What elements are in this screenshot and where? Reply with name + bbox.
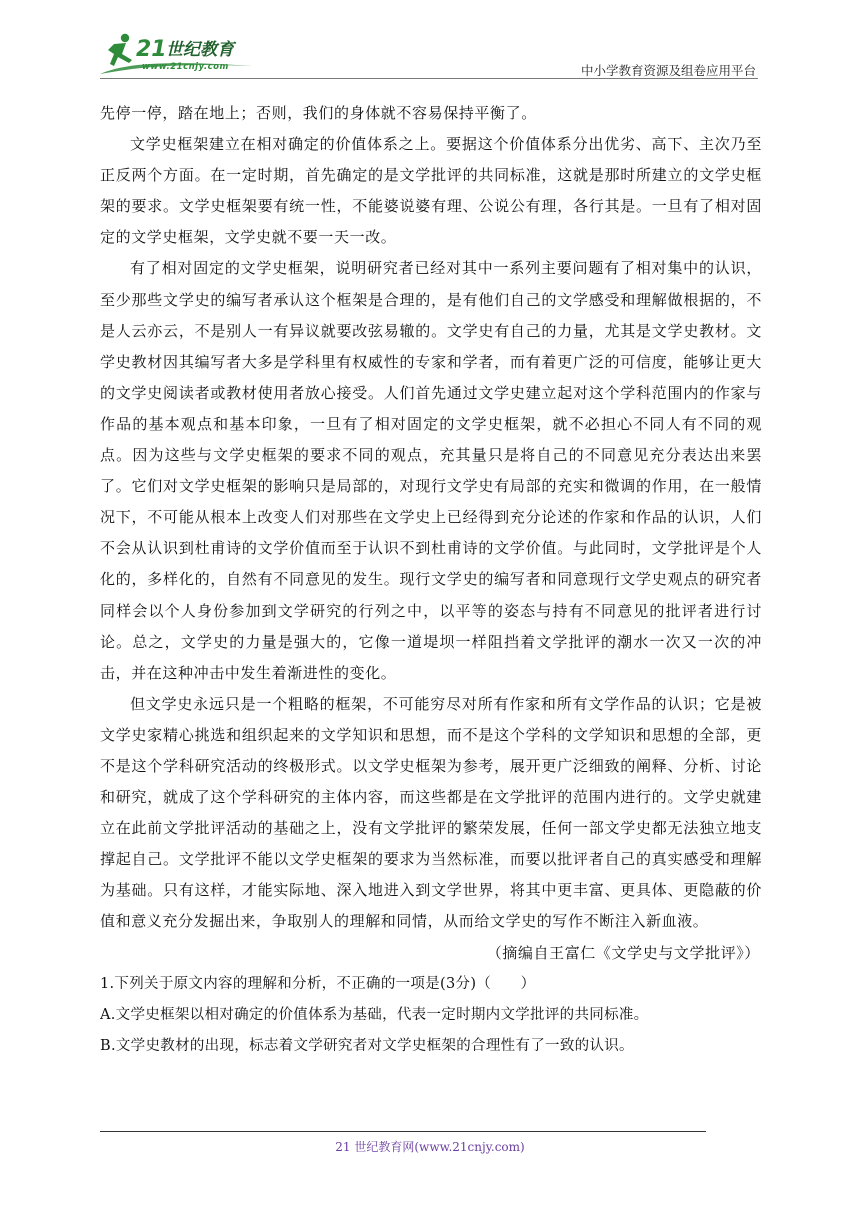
page-header: [0, 0, 860, 80]
svg-text:21: 21: [136, 37, 167, 62]
article-body: [100, 98, 762, 1062]
runner-logo-icon: [92, 30, 262, 78]
question-stem: 1.下列关于原文内容的理解和分析，不正确的一项是(3分)（ ）: [100, 975, 536, 992]
svg-text:世纪教育: 世纪教育: [166, 40, 234, 60]
header-divider: [100, 78, 758, 79]
article-paragraph: 有了相对固定的文学史框架，说明研究者已经对其中一系列主要问题有了相对集中的认识，至少那些文学史的编写者承认这个框架是合理的，是有他们自己的文学感受和理解做根据的，不是人云亦云，不是别人一有异议就要改弦易辙的。文学史有自己的力量，尤其是文学史教材。文学史教材因其编写者大多是学科里有权威性的专家和学者，而有着更广泛的可信度，能够让更大的文学史阅读者或教材使用者放心接受。人们首先通过文学史建立起对这个学科范围内的作家与作品的基本观点和基本印象，一旦有了相对固定的文学史框架，就不必担心不同人有不同的观点。因为这些与文学史框架的要求不同的观点，充其量只是将自己的不同意见充分表达出来罢了。它们对文学史框架的影响只是局部的，对现行文学史有局部的充实和微调的作用，在一般情况下，不可能从根本上改变人们对那些在文学史上已经得到充分论述的作家和作品的认识，人们不会从认识到杜甫诗的文学价值而至于认识不到杜甫诗的文学价值。与此同时，文学批评是个人化的，多样化的，自然有不同意见的发生。现行文学史的编写者和同意现行文学史观点的研究者同样会以个人身份参加到文学研究的行列之中，以平等的姿态与持有不同意见的批评者进行讨论。总之，文学史的力量是强大的，它像一道堤坝一样阻挡着文学批评的潮水一次又一次的冲击，并在这种冲击中发生着渐进性的变化。: [100, 259, 762, 682]
question-option-b[interactable]: B.文学史教材的出现，标志着文学研究者对文学史框架的合理性有了一致的认识。: [100, 1037, 634, 1054]
platform-title: 中小学教育资源及组卷应用平台: [580, 63, 756, 78]
article-paragraph: 但文学史永远只是一个粗略的框架，不可能穷尽对所有作家和所有文学作品的认识；它是被文学史家精心挑选和组织起来的文学知识和思想，而不是这个学科的文学知识和思想的全部，更不是这个学科研究活动的终极形式。以文学史框架为参考，展开更广泛细致的阐释、分析、讨论和研究，就成了这个学科研究的主体内容，而这些都是在文学批评的范围内进行的。文学史就建立在此前文学批评活动的基础之上，没有文学批评的繁荣发展，任何一部文学史都无法独立地支撑起自己。文学批评不能以文学史框架的要求为当然标准，而要以批评者自己的真实感受和理解为基础。只有这样，才能实际地、深入地进入到文学世界，将其中更丰富、更具体、更隐蔽的价值和意义充分发掘出来，争取别人的理解和同情，从而给文学史的写作不断注入新血液。: [100, 694, 762, 931]
footer-divider: [100, 1131, 706, 1132]
question-option-a[interactable]: A.文学史框架以相对确定的价值体系为基础，代表一定时期内文学批评的共同标准。: [100, 1006, 649, 1023]
svg-text:www.21cnjy.com: www.21cnjy.com: [142, 62, 229, 72]
footer-link[interactable]: 21 世纪教育网(www.21cnjy.com): [335, 1140, 525, 1154]
article-paragraph-continued: 先停一停，踏在地上；否则，我们的身体就不容易保持平衡了。: [100, 104, 537, 122]
article-source: （摘编自王富仁《文学史与文学批评》）: [486, 943, 760, 962]
article-paragraph: 文学史框架建立在相对确定的价值体系之上。要据这个价值体系分出优劣、高下、主次乃至正反两个方面。在一定时期，首先确定的是文学批评的共同标准，这就是那时所建立的文学史框架的要求。文学史框架要有统一性，不能婆说婆有理、公说公有理，各行其是。一旦有了相对固定的文学史框架，文学史就不要一天一改。: [100, 135, 762, 247]
site-logo[interactable]: [92, 30, 262, 78]
